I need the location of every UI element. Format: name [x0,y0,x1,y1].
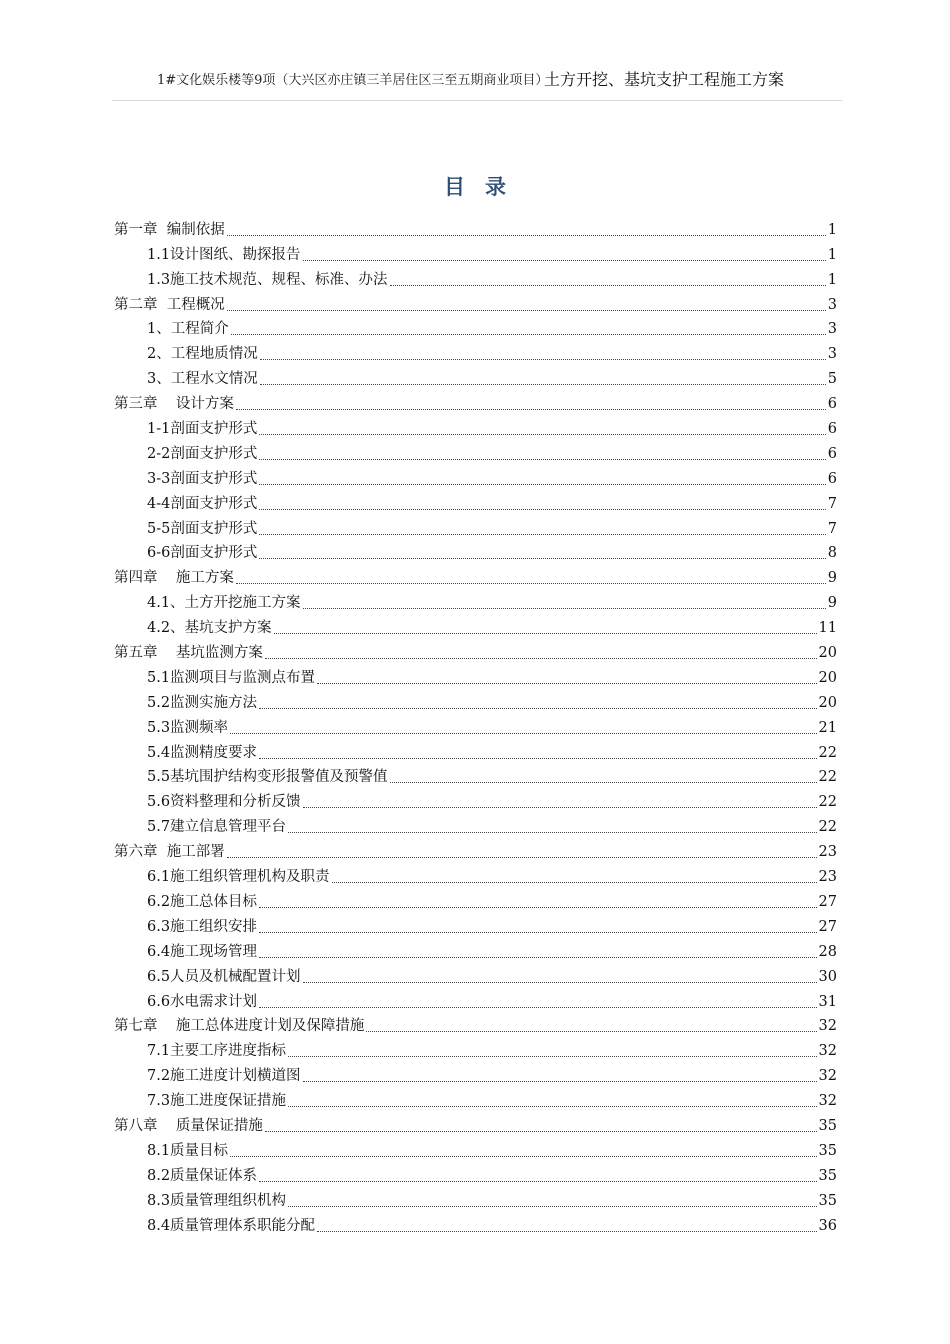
toc-entry-label: 1-1剖面支护形式 [147,421,258,438]
toc-dot-leader [259,693,816,709]
toc-entry-label: 第三章 设计方案 [114,396,234,413]
toc-section-entry[interactable] [114,961,837,986]
toc-dot-leader [259,469,825,485]
toc-dot-leader [303,245,826,261]
toc-section-entry[interactable] [114,712,837,737]
toc-page-number: 1 [827,221,837,238]
toc-section-entry[interactable] [114,886,837,911]
toc-page-number: 11 [818,620,837,637]
toc-entry-label: 8.2质量保证体系 [147,1167,258,1184]
toc-entry-label: 第六章 施工部署 [114,844,225,861]
toc-page-number: 6 [827,396,837,413]
toc-section-entry[interactable] [114,587,837,612]
toc-section-entry[interactable] [114,1160,837,1185]
toc-section-entry[interactable] [114,861,837,886]
toc-entry-label: 6-6剖面支护形式 [147,545,258,562]
toc-entry-label: 4.1、土方开挖施工方案 [147,595,301,612]
toc-entry-label: 1、工程简介 [147,321,229,338]
toc-page-number: 6 [827,421,837,438]
header-project-name: 1#文化娱乐楼等9项（大兴区亦庄镇三羊居住区三至五期商业项目） [157,73,549,88]
toc-entry-label: 第一章 编制依据 [114,221,225,238]
toc-entry-label: 5.3监测频率 [147,719,229,736]
toc-page-number: 32 [818,1018,837,1035]
toc-page-number: 8 [827,545,837,562]
toc-entry-label: 5.1监测项目与监测点布置 [147,669,316,686]
toc-page-number: 3 [827,346,837,363]
toc-entry-label: 6.4施工现场管理 [147,943,258,960]
toc-dot-leader [265,643,817,659]
toc-page-number: 22 [818,744,837,761]
toc-page-number: 35 [818,1192,837,1209]
toc-entry-label: 4-4剖面支护形式 [147,495,258,512]
toc-entry-label: 6.2施工总体目标 [147,893,258,910]
header-divider [112,100,842,101]
toc-entry-label: 第七章 施工总体进度计划及保障措施 [114,1018,365,1035]
toc-page-number: 20 [818,645,837,662]
toc-entry-label: 7.3施工进度保证措施 [147,1093,287,1110]
toc-page-number: 22 [818,794,837,811]
toc-entry-label: 6.1施工组织管理机构及职责 [147,869,330,886]
toc-section-entry[interactable] [114,264,837,289]
toc-page-number: 35 [818,1167,837,1184]
toc-section-entry[interactable] [114,1210,837,1235]
toc-page-number: 1 [827,271,837,288]
toc-section-entry[interactable] [114,936,837,961]
toc-entry-label: 2、工程地质情况 [147,346,258,363]
toc-entry-label: 7.1主要工序进度指标 [147,1043,287,1060]
table-of-contents [114,214,837,1235]
toc-section-entry[interactable] [114,538,837,563]
toc-page-number: 22 [818,769,837,786]
toc-chapter-entry[interactable] [114,214,837,239]
toc-section-entry[interactable] [114,662,837,687]
toc-page-number: 9 [827,595,837,612]
toc-section-entry[interactable] [114,1085,837,1110]
toc-entry-label: 5.7建立信息管理平台 [147,819,287,836]
toc-page-number: 23 [818,869,837,886]
toc-dot-leader [259,992,816,1008]
toc-dot-leader [366,1016,816,1032]
toc-title: 目录 [444,174,526,199]
toc-page-number: 36 [818,1217,837,1234]
toc-dot-leader [317,668,816,684]
toc-entry-label: 5-5剖面支护形式 [147,520,258,537]
toc-section-entry[interactable] [114,811,837,836]
toc-page-number: 32 [818,1043,837,1060]
toc-entry-label: 第五章 基坑监测方案 [114,645,263,662]
toc-page-number: 35 [818,1142,837,1159]
toc-entry-label: 4.2、基坑支护方案 [147,620,272,637]
toc-dot-leader [303,967,817,983]
toc-page-number: 20 [818,669,837,686]
toc-chapter-entry[interactable] [114,637,837,662]
toc-entry-label: 6.3施工组织安排 [147,918,258,935]
toc-page-number: 27 [818,893,837,910]
toc-dot-leader [274,618,817,634]
toc-chapter-entry[interactable] [114,562,837,587]
toc-page-number: 31 [818,993,837,1010]
toc-chapter-entry[interactable] [114,836,837,861]
toc-section-entry[interactable] [114,463,837,488]
toc-section-entry[interactable] [114,314,837,339]
toc-section-entry[interactable] [114,413,837,438]
toc-dot-leader [259,543,825,559]
toc-page-number: 1 [827,246,837,263]
toc-dot-leader [259,892,816,908]
toc-dot-leader [260,369,826,385]
toc-entry-label: 8.1质量目标 [147,1142,229,1159]
toc-dot-leader [288,1191,816,1207]
toc-dot-leader [227,220,826,236]
toc-dot-leader [259,419,825,435]
toc-dot-leader [260,344,826,360]
toc-page-number: 6 [827,470,837,487]
toc-section-entry[interactable] [114,687,837,712]
toc-entry-label: 第四章 施工方案 [114,570,234,587]
toc-dot-leader [303,593,826,609]
toc-dot-leader [332,867,817,883]
toc-dot-leader [259,519,825,535]
toc-page-number: 7 [827,495,837,512]
toc-section-entry[interactable] [114,488,837,513]
toc-dot-leader [265,1116,817,1132]
toc-section-entry[interactable] [114,438,837,463]
toc-dot-leader [259,917,816,933]
toc-section-entry[interactable] [114,911,837,936]
toc-section-entry[interactable] [114,762,837,787]
toc-page-number: 9 [827,570,837,587]
toc-section-entry[interactable] [114,1035,837,1060]
toc-entry-label: 6.5人员及机械配置计划 [147,968,301,985]
toc-chapter-entry[interactable] [114,1110,837,1135]
toc-section-entry[interactable] [114,363,837,388]
toc-page-number: 7 [827,520,837,537]
toc-entry-label: 5.5基坑围护结构变形报警值及预警值 [147,769,388,786]
toc-dot-leader [303,1066,817,1082]
header-document-title: 土方开挖、基坑支护工程施工方案 [544,70,785,89]
toc-dot-leader [390,270,826,286]
toc-dot-leader [390,767,817,783]
toc-section-entry[interactable] [114,1060,837,1085]
toc-dot-leader [227,842,817,858]
toc-section-entry[interactable] [114,737,837,762]
toc-dot-leader [317,1216,816,1232]
toc-page-number: 30 [818,968,837,985]
toc-dot-leader [230,718,816,734]
toc-section-entry[interactable] [114,1185,837,1210]
toc-entry-label: 5.4监测精度要求 [147,744,258,761]
toc-page-number: 5 [827,371,837,388]
toc-entry-label: 5.6资料整理和分析反馈 [147,794,301,811]
toc-chapter-entry[interactable] [114,388,837,413]
toc-dot-leader [259,743,816,759]
toc-entry-label: 3-3剖面支护形式 [147,470,258,487]
toc-dot-leader [259,494,825,510]
toc-section-entry[interactable] [114,786,837,811]
toc-page-number: 3 [827,296,837,313]
toc-section-entry[interactable] [114,1135,837,1160]
toc-dot-leader [236,394,826,410]
toc-dot-leader [259,1166,816,1182]
toc-entry-label: 7.2施工进度计划横道图 [147,1068,301,1085]
toc-entry-label: 8.4质量管理体系职能分配 [147,1217,316,1234]
toc-entry-label: 1.1设计图纸、勘探报告 [147,246,301,263]
toc-page-number: 32 [818,1068,837,1085]
toc-page-number: 22 [818,819,837,836]
toc-entry-label: 1.3施工技术规范、规程、标准、办法 [147,271,388,288]
toc-dot-leader [259,942,816,958]
toc-dot-leader [288,1041,816,1057]
toc-entry-label: 5.2监测实施方法 [147,694,258,711]
toc-chapter-entry[interactable] [114,289,837,314]
toc-section-entry[interactable] [114,239,837,264]
toc-page-number: 35 [818,1117,837,1134]
toc-page-number: 6 [827,445,837,462]
toc-page-number: 23 [818,844,837,861]
toc-section-entry[interactable] [114,513,837,538]
toc-dot-leader [303,792,817,808]
toc-dot-leader [288,817,816,833]
page-header [112,66,842,96]
toc-entry-label: 6.6水电需求计划 [147,993,258,1010]
toc-page-number: 21 [818,719,837,736]
toc-page-number: 32 [818,1093,837,1110]
toc-page-number: 3 [827,321,837,338]
toc-section-entry[interactable] [114,986,837,1011]
toc-entry-label: 3、工程水文情况 [147,371,258,388]
toc-page-number: 20 [818,694,837,711]
toc-entry-label: 8.3质量管理组织机构 [147,1192,287,1209]
toc-page-number: 27 [818,918,837,935]
toc-page-number: 28 [818,943,837,960]
toc-entry-label: 第八章 质量保证措施 [114,1117,263,1134]
toc-dot-leader [230,1141,816,1157]
toc-entry-label: 第二章 工程概况 [114,296,225,313]
toc-entry-label: 2-2剖面支护形式 [147,445,258,462]
toc-section-entry[interactable] [114,612,837,637]
toc-chapter-entry[interactable] [114,1011,837,1036]
toc-dot-leader [227,295,826,311]
toc-dot-leader [236,568,826,584]
toc-dot-leader [288,1091,816,1107]
toc-section-entry[interactable] [114,338,837,363]
toc-dot-leader [231,319,826,335]
toc-dot-leader [259,444,825,460]
